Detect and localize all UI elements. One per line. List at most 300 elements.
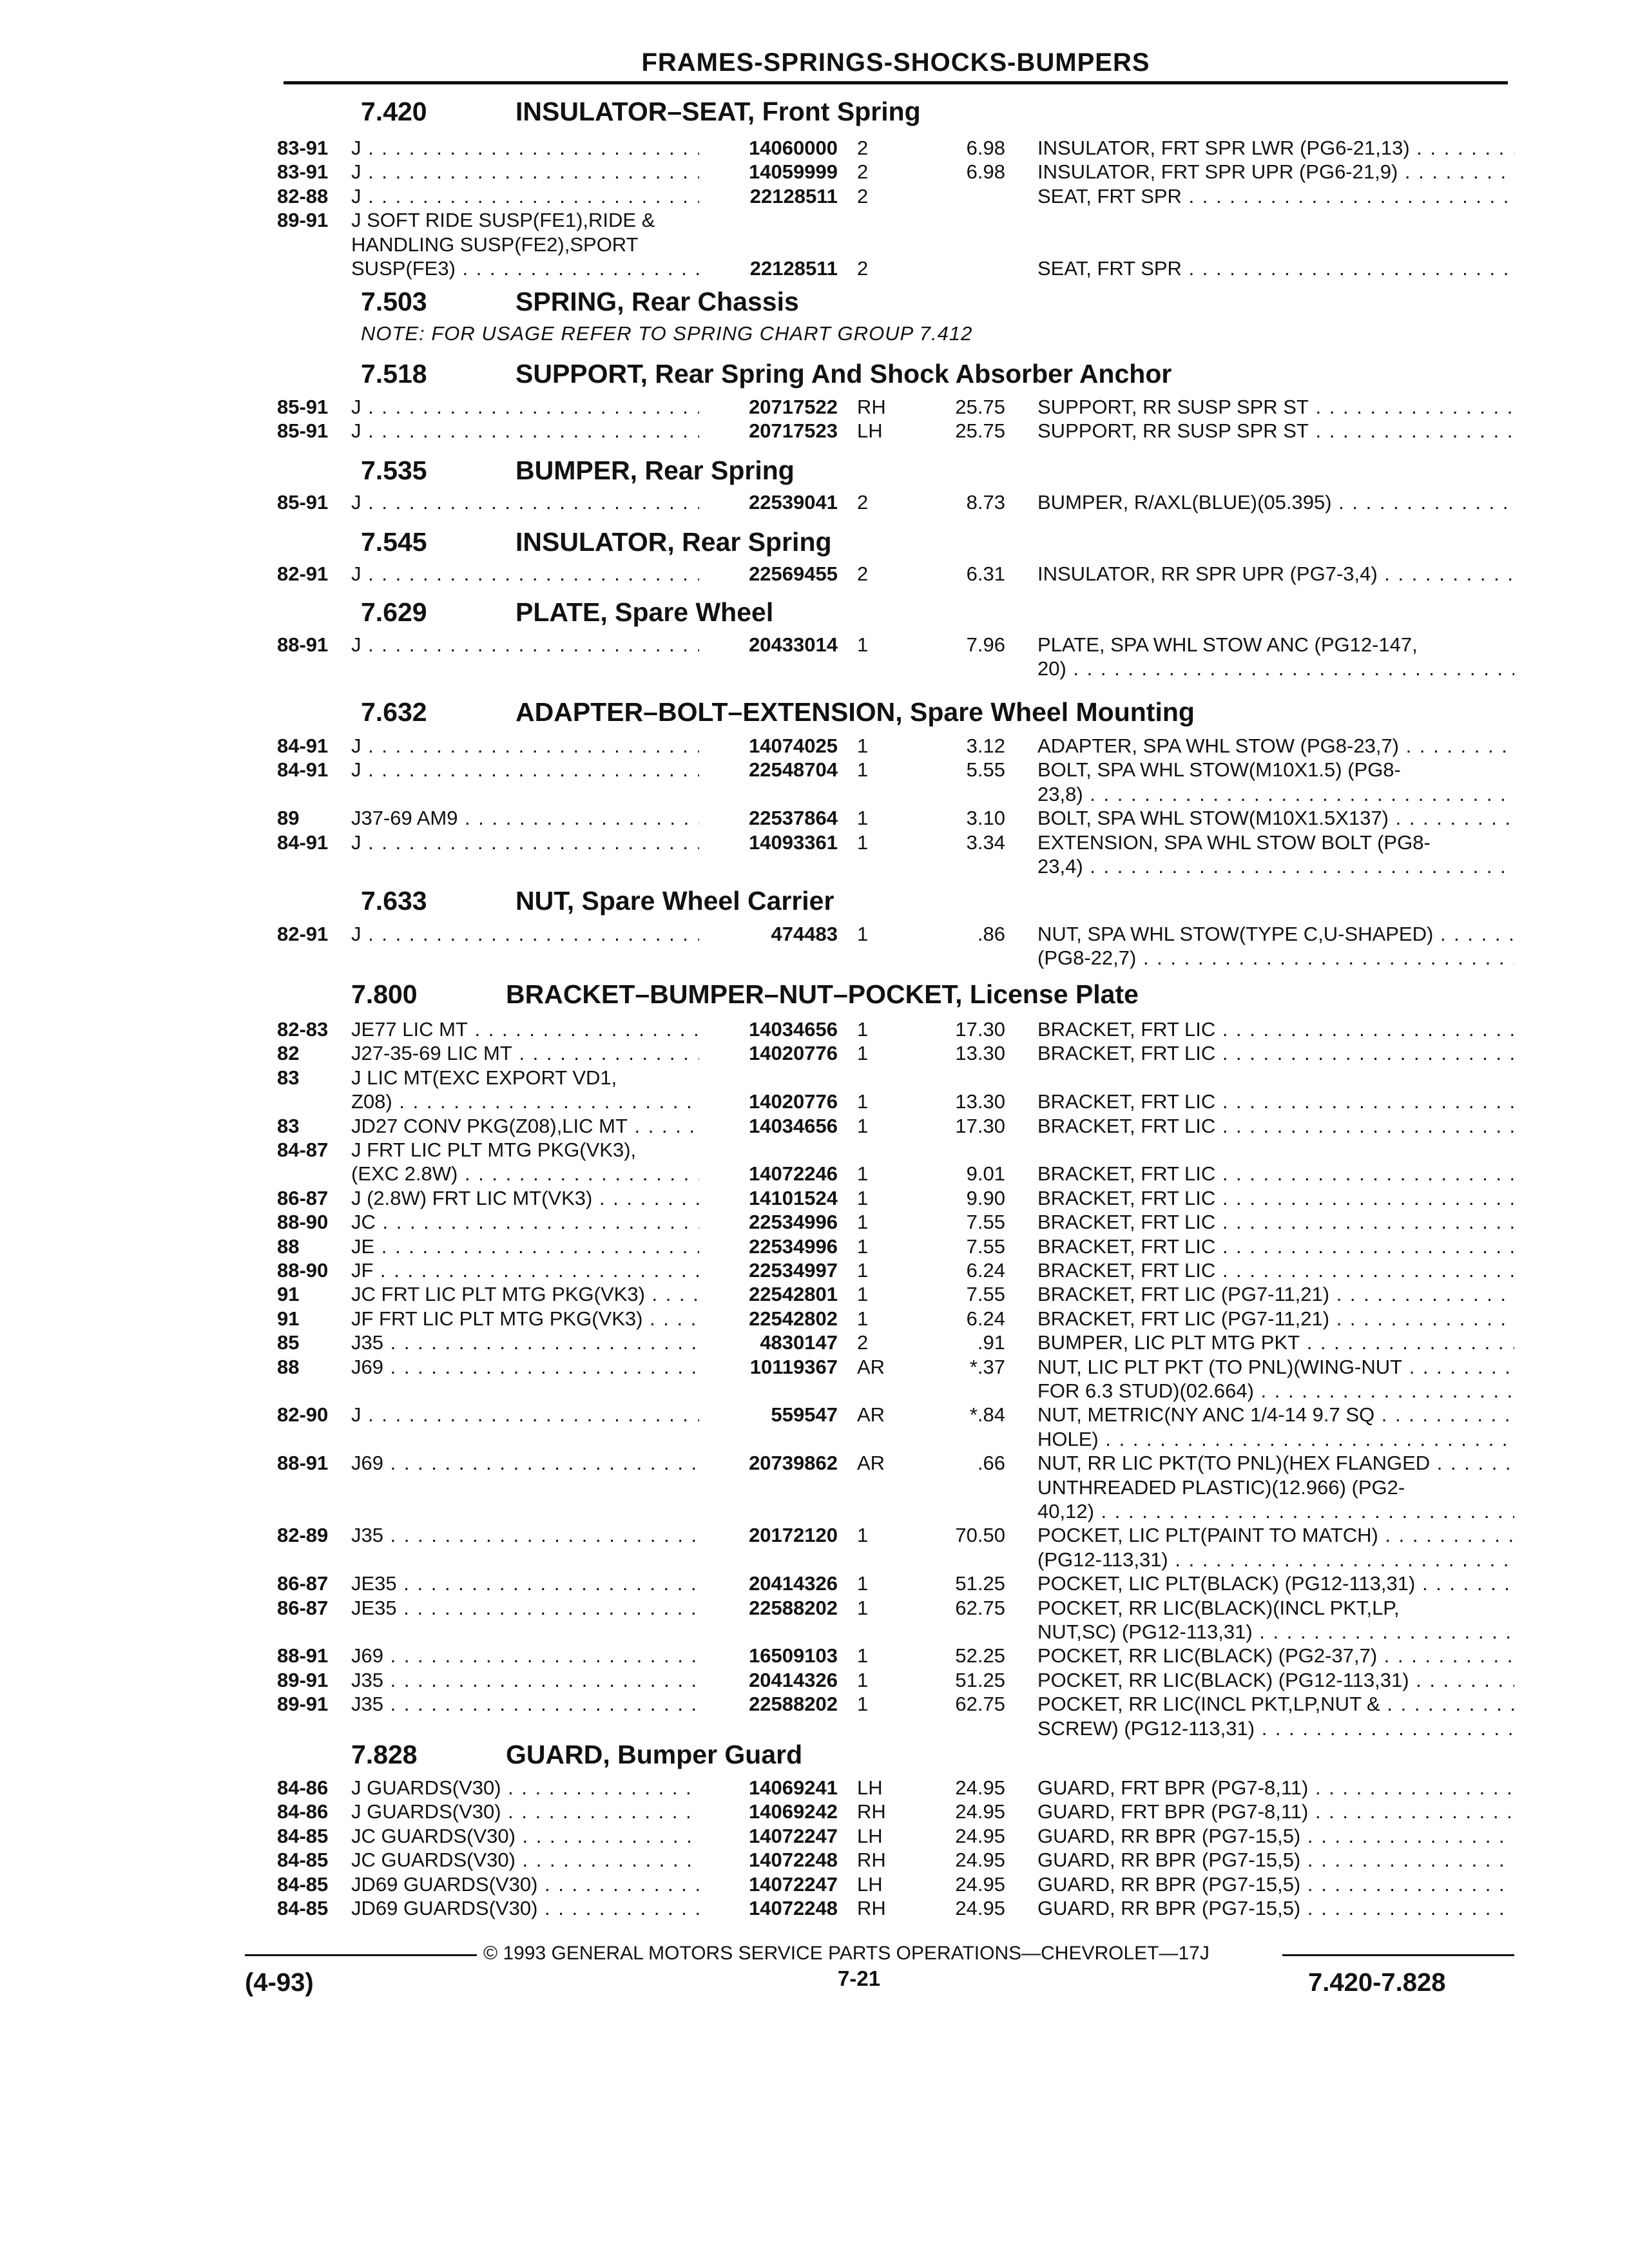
description: SCREW) (PG12-113,31) . . . [1037, 1717, 1514, 1740]
part-number: 10119367 [709, 1356, 838, 1379]
part-number: 22542802 [709, 1307, 838, 1331]
part-number: 22569455 [709, 562, 838, 586]
price: 51.25 [955, 1572, 1005, 1595]
description: ADAPTER, SPA WHL STOW (PG8-23,7) . . . [1037, 735, 1514, 758]
part-row [0, 396, 1629, 420]
price: 7.96 [966, 633, 1005, 656]
part-row [0, 1356, 1629, 1380]
year-range: 83-91 [277, 160, 329, 183]
application: J GUARDS(V30) . . . [351, 1800, 699, 1823]
application: JF FRT LIC PLT MTG PKG(VK3) . . . [351, 1307, 699, 1331]
part-number: 22534996 [709, 1235, 838, 1258]
quantity: 2 [857, 257, 869, 280]
footer-copyright: © 1993 GENERAL MOTORS SERVICE PARTS OPERATIONS—CHEVROLET—17J [483, 1943, 1210, 1964]
part-row [0, 758, 1629, 783]
application: J GUARDS(V30) . . . [351, 1776, 699, 1800]
year-range: 88-91 [277, 1644, 329, 1667]
application: J . . . [351, 758, 699, 782]
part-number: 20414326 [709, 1669, 838, 1692]
part-row [0, 1644, 1629, 1669]
year-range: 84-91 [277, 735, 329, 757]
quantity: RH [857, 1849, 886, 1871]
year-range: 88 [277, 1356, 300, 1378]
application: JD69 GUARDS(V30) . . . [351, 1897, 699, 1920]
quantity: RH [857, 1800, 886, 1823]
application: J37-69 AM9 . . . [351, 807, 699, 830]
description: BRACKET, FRT LIC . . . [1037, 1115, 1514, 1138]
year-range: 85-91 [277, 396, 329, 418]
part-number: 22128511 [709, 185, 838, 208]
price: .86 [977, 923, 1005, 945]
year-range: 84-86 [277, 1800, 329, 1823]
part-number: 14034656 [709, 1115, 838, 1138]
price: 24.95 [955, 1800, 1005, 1823]
quantity: 1 [857, 1090, 869, 1113]
part-row [0, 1693, 1629, 1717]
part-number: 16509103 [709, 1644, 838, 1667]
part-number: 14101524 [709, 1187, 838, 1210]
group-number: 7.545 [361, 527, 427, 557]
application: JC . . . [351, 1211, 699, 1234]
quantity: 1 [857, 1115, 869, 1137]
quantity: AR [857, 1403, 885, 1426]
quantity: LH [857, 1825, 883, 1847]
quantity: 1 [857, 1693, 869, 1715]
group-number: 7.800 [351, 979, 418, 1009]
application: J (2.8W) FRT LIC MT(VK3) . . . [351, 1187, 699, 1210]
part-row [0, 1776, 1629, 1801]
application: JC GUARDS(V30) . . . [351, 1825, 699, 1848]
quantity: 1 [857, 1018, 869, 1041]
description: BRACKET, FRT LIC . . . [1037, 1259, 1514, 1282]
year-range: 82 [277, 1042, 300, 1064]
description: BUMPER, LIC PLT MTG PKT . . . [1037, 1331, 1514, 1354]
description: BRACKET, FRT LIC . . . [1037, 1018, 1514, 1041]
quantity: 1 [857, 1307, 869, 1330]
description: BRACKET, FRT LIC (PG7-11,21) . . . [1037, 1283, 1514, 1306]
part-row [0, 1162, 1629, 1187]
group-title: SPRING, Rear Chassis [516, 287, 799, 316]
part-row [0, 1476, 1629, 1501]
part-row [0, 633, 1629, 658]
part-number: 22537864 [709, 807, 838, 830]
quantity: 1 [857, 1187, 869, 1209]
quantity: 1 [857, 1669, 869, 1691]
year-range: 88-91 [277, 1452, 329, 1474]
footer-page-number: 7-21 [838, 1966, 881, 1990]
part-row [0, 1597, 1629, 1621]
price: 6.24 [966, 1259, 1005, 1282]
quantity: 1 [857, 1644, 869, 1667]
part-row [0, 257, 1629, 282]
part-row [0, 1800, 1629, 1825]
part-number: 20172120 [709, 1524, 838, 1547]
application: J . . . [351, 137, 699, 160]
description: SUPPORT, RR SUSP SPR ST . . . [1037, 396, 1514, 419]
part-number: 559547 [709, 1403, 838, 1427]
price: 8.73 [966, 491, 1005, 514]
price: 24.95 [955, 1825, 1005, 1847]
price: *.37 [969, 1356, 1005, 1378]
price: 13.30 [955, 1090, 1005, 1113]
year-range: 84-91 [277, 758, 329, 781]
quantity: 1 [857, 1259, 869, 1282]
description: GUARD, RR BPR (PG7-15,5) . . . [1037, 1897, 1514, 1920]
application: JE35 . . . [351, 1572, 699, 1595]
footer-rule-right [1282, 1954, 1514, 1956]
group-number: 7.535 [361, 456, 427, 485]
part-number: 14069242 [709, 1800, 838, 1823]
part-row [0, 1235, 1629, 1260]
description: SUPPORT, RR SUSP SPR ST . . . [1037, 419, 1514, 443]
application: JD27 CONV PKG(Z08),LIC MT . . . [351, 1115, 699, 1138]
part-row [0, 1849, 1629, 1873]
year-range: 85-91 [277, 419, 329, 442]
part-row [0, 1428, 1629, 1452]
year-range: 82-89 [277, 1524, 329, 1546]
description: 23,8) . . . [1037, 783, 1514, 806]
description: SEAT, FRT SPR . . . [1037, 185, 1514, 208]
description: NUT, SPA WHL STOW(TYPE C,U-SHAPED) . . . [1037, 923, 1514, 946]
description: 40,12) . . . [1037, 1500, 1514, 1523]
price: *.84 [969, 1403, 1005, 1426]
part-row [0, 831, 1629, 856]
quantity: 2 [857, 1331, 869, 1354]
description: HOLE) . . . [1037, 1428, 1514, 1451]
price: 13.30 [955, 1042, 1005, 1064]
part-row [0, 855, 1629, 879]
description: NUT, METRIC(NY ANC 1/4-14 9.7 SQ . . . [1037, 1403, 1514, 1427]
price: 62.75 [955, 1597, 1005, 1619]
group-number: 7.503 [361, 287, 427, 316]
year-range: 91 [277, 1283, 300, 1305]
description: GUARD, RR BPR (PG7-15,5) . . . [1037, 1849, 1514, 1872]
part-row [0, 419, 1629, 444]
application: J . . . [351, 185, 699, 208]
group-number: 7.828 [351, 1740, 418, 1769]
part-row [0, 807, 1629, 831]
quantity: 1 [857, 1524, 869, 1546]
year-range: 82-88 [277, 185, 329, 207]
description: INSULATOR, RR SPR UPR (PG7-3,4) . . . [1037, 562, 1514, 586]
part-row [0, 1825, 1629, 1849]
application: J27-35-69 LIC MT . . . [351, 1042, 699, 1065]
part-number: 14020776 [709, 1042, 838, 1065]
description: NUT, RR LIC PKT(TO PNL)(HEX FLANGED . . . [1037, 1452, 1514, 1475]
group-title: ADAPTER–BOLT–EXTENSION, Spare Wheel Mounting [516, 697, 1195, 727]
application: (EXC 2.8W) . . . [351, 1162, 699, 1186]
quantity: 1 [857, 1597, 869, 1619]
application: JD69 GUARDS(V30) . . . [351, 1873, 699, 1896]
page-header [284, 39, 1508, 84]
part-row [0, 657, 1629, 682]
year-range: 88-90 [277, 1259, 329, 1282]
quantity: 1 [857, 633, 869, 656]
part-row [0, 1042, 1629, 1066]
price: 70.50 [955, 1524, 1005, 1546]
description: 20) . . . [1037, 657, 1514, 680]
part-number: 22128511 [709, 257, 838, 280]
part-row [0, 160, 1629, 185]
price: 5.55 [966, 758, 1005, 781]
description: POCKET, RR LIC(BLACK) (PG2-37,7) . . . [1037, 1644, 1514, 1667]
year-range: 83-91 [277, 137, 329, 159]
year-range: 89 [277, 807, 300, 829]
year-range: 84-91 [277, 831, 329, 854]
description: (PG12-113,31) . . . [1037, 1548, 1514, 1571]
description: INSULATOR, FRT SPR UPR (PG6-21,9) . . . [1037, 160, 1514, 184]
quantity: RH [857, 1897, 886, 1919]
application: J LIC MT(EXC EXPORT VD1, [351, 1066, 617, 1089]
quantity: LH [857, 1776, 883, 1799]
price: 3.10 [966, 807, 1005, 829]
price: 7.55 [966, 1235, 1005, 1258]
application: J35 . . . [351, 1331, 699, 1354]
part-row [0, 1620, 1629, 1645]
price: 62.75 [955, 1693, 1005, 1715]
part-row [0, 137, 1629, 161]
year-range: 89-91 [277, 1693, 329, 1715]
group-title: BRACKET–BUMPER–NUT–POCKET, License Plate [506, 979, 1139, 1009]
quantity: 1 [857, 923, 869, 945]
part-number: 14072248 [709, 1897, 838, 1920]
year-range: 82-91 [277, 562, 329, 585]
part-number: 14059999 [709, 160, 838, 184]
application: J35 . . . [351, 1524, 699, 1547]
year-range: 85 [277, 1331, 300, 1354]
year-range: 85-91 [277, 491, 329, 514]
price: 17.30 [955, 1115, 1005, 1137]
group-title: GUARD, Bumper Guard [506, 1740, 803, 1769]
description: GUARD, RR BPR (PG7-15,5) . . . [1037, 1825, 1514, 1848]
application: J SOFT RIDE SUSP(FE1),RIDE & [351, 209, 655, 231]
price: 9.90 [966, 1187, 1005, 1209]
quantity: LH [857, 1873, 883, 1896]
application: J . . . [351, 396, 699, 419]
group-number: 7.633 [361, 886, 427, 916]
description: BRACKET, FRT LIC . . . [1037, 1042, 1514, 1065]
quantity: 2 [857, 160, 869, 183]
application: SUSP(FE3) . . . [351, 257, 699, 280]
year-range: 88-90 [277, 1211, 329, 1233]
price: 6.98 [966, 160, 1005, 183]
part-row [0, 185, 1629, 209]
description: SEAT, FRT SPR . . . [1037, 257, 1514, 280]
quantity: 1 [857, 1235, 869, 1258]
part-row [0, 1500, 1629, 1524]
part-row [0, 783, 1629, 807]
price: 7.55 [966, 1211, 1005, 1233]
application: J . . . [351, 160, 699, 184]
part-number: 14093361 [709, 831, 838, 854]
price: 24.95 [955, 1897, 1005, 1919]
description: POCKET, LIC PLT(PAINT TO MATCH) . . . [1037, 1524, 1514, 1547]
description: FOR 6.3 STUD)(02.664) . . . [1037, 1379, 1514, 1403]
part-row [0, 1331, 1629, 1356]
part-row [0, 1259, 1629, 1283]
application: J . . . [351, 1403, 699, 1427]
quantity: 1 [857, 1283, 869, 1305]
application: J . . . [351, 562, 699, 586]
description: UNTHREADED PLASTIC)(12.966) (PG2- [1037, 1476, 1405, 1499]
part-row [0, 1283, 1629, 1307]
description: BUMPER, R/AXL(BLUE)(05.395) . . . [1037, 491, 1514, 514]
price: 52.25 [955, 1644, 1005, 1667]
part-row [0, 1307, 1629, 1332]
year-range: 88-91 [277, 633, 329, 656]
application: J . . . [351, 831, 699, 854]
part-number: 22588202 [709, 1597, 838, 1620]
description: POCKET, RR LIC(BLACK)(INCL PKT,LP, [1037, 1597, 1400, 1619]
price: 24.95 [955, 1873, 1005, 1896]
application: JC GUARDS(V30) . . . [351, 1849, 699, 1872]
quantity: 2 [857, 491, 869, 514]
part-number: 20414326 [709, 1572, 838, 1595]
group-number: 7.518 [361, 359, 427, 389]
quantity: LH [857, 419, 883, 442]
application: JE . . . [351, 1235, 699, 1258]
part-row [0, 923, 1629, 947]
quantity: 2 [857, 137, 869, 159]
part-number: 14072247 [709, 1825, 838, 1848]
part-number: 22548704 [709, 758, 838, 782]
description: GUARD, FRT BPR (PG7-8,11) . . . [1037, 1776, 1514, 1800]
application: JE35 . . . [351, 1597, 699, 1620]
year-range: 84-85 [277, 1825, 329, 1847]
application: J FRT LIC PLT MTG PKG(VK3), [351, 1139, 637, 1161]
price: .91 [977, 1331, 1005, 1354]
quantity: AR [857, 1356, 885, 1378]
application: J35 . . . [351, 1693, 699, 1716]
part-row [0, 1379, 1629, 1404]
year-range: 86-87 [277, 1597, 329, 1619]
part-number: 20433014 [709, 633, 838, 657]
group-title: PLATE, Spare Wheel [516, 597, 774, 627]
group-number: 7.629 [361, 597, 427, 627]
price: 17.30 [955, 1018, 1005, 1041]
part-number: 14074025 [709, 735, 838, 758]
year-range: 83 [277, 1066, 300, 1089]
price: 24.95 [955, 1776, 1005, 1799]
description: (PG8-22,7) . . . [1037, 947, 1514, 970]
description: BRACKET, FRT LIC . . . [1037, 1090, 1514, 1113]
part-row [0, 1717, 1629, 1742]
part-row [0, 1090, 1629, 1115]
part-row [0, 1572, 1629, 1597]
description: NUT,SC) (PG12-113,31) . . . [1037, 1620, 1514, 1644]
year-range: 86-87 [277, 1187, 329, 1209]
application: J . . . [351, 491, 699, 514]
part-row [0, 233, 1629, 258]
application: JC FRT LIC PLT MTG PKG(VK3) . . . [351, 1283, 699, 1306]
year-range: 84-85 [277, 1897, 329, 1919]
description: EXTENSION, SPA WHL STOW BOLT (PG8- [1037, 831, 1431, 854]
application: J . . . [351, 419, 699, 443]
description: GUARD, FRT BPR (PG7-8,11) . . . [1037, 1800, 1514, 1823]
year-range: 82-83 [277, 1018, 329, 1041]
year-range: 84-85 [277, 1849, 329, 1871]
part-number: 14072246 [709, 1162, 838, 1186]
price: 9.01 [966, 1162, 1005, 1185]
description: BRACKET, FRT LIC (PG7-11,21) . . . [1037, 1307, 1514, 1331]
group-title: NUT, Spare Wheel Carrier [516, 886, 834, 916]
part-row [0, 1403, 1629, 1428]
description: BRACKET, FRT LIC . . . [1037, 1162, 1514, 1186]
page-title: FRAMES-SPRINGS-SHOCKS-BUMPERS [641, 48, 1150, 77]
part-number: 20717523 [709, 419, 838, 443]
price: 7.55 [966, 1283, 1005, 1305]
part-row [0, 1452, 1629, 1476]
year-range: 83 [277, 1115, 300, 1137]
price: 25.75 [955, 419, 1005, 442]
price: 3.34 [966, 831, 1005, 854]
description: POCKET, RR LIC(BLACK) (PG12-113,31) . . . [1037, 1669, 1514, 1692]
part-number: 22534996 [709, 1211, 838, 1234]
part-number: 14060000 [709, 137, 838, 160]
year-range: 91 [277, 1307, 300, 1330]
description: BRACKET, FRT LIC . . . [1037, 1235, 1514, 1258]
application: JE77 LIC MT . . . [351, 1018, 699, 1041]
application: J . . . [351, 633, 699, 657]
year-range: 84-87 [277, 1139, 329, 1161]
footer-group-range: 7.420-7.828 [1308, 1968, 1446, 1997]
part-number: 22542801 [709, 1283, 838, 1306]
part-number: 14072248 [709, 1849, 838, 1872]
description: POCKET, LIC PLT(BLACK) (PG12-113,31) . . . [1037, 1572, 1514, 1595]
year-range: 84-86 [277, 1776, 329, 1799]
application: HANDLING SUSP(FE2),SPORT [351, 233, 639, 256]
description: POCKET, RR LIC(INCL PKT,LP,NUT & . . . [1037, 1693, 1514, 1716]
description: BRACKET, FRT LIC . . . [1037, 1187, 1514, 1210]
description: INSULATOR, FRT SPR LWR (PG6-21,13) . . . [1037, 137, 1514, 160]
part-row [0, 1066, 1629, 1091]
part-number: 14072247 [709, 1873, 838, 1896]
quantity: 1 [857, 807, 869, 829]
group-number: 7.632 [361, 697, 427, 727]
description: PLATE, SPA WHL STOW ANC (PG12-147, [1037, 633, 1418, 656]
part-number: 22534997 [709, 1259, 838, 1282]
part-row [0, 1873, 1629, 1898]
part-number: 22539041 [709, 491, 838, 514]
description: GUARD, RR BPR (PG7-15,5) . . . [1037, 1873, 1514, 1896]
group-title: BUMPER, Rear Spring [516, 456, 795, 485]
year-range: 82-91 [277, 923, 329, 945]
quantity: 1 [857, 1572, 869, 1595]
part-row [0, 947, 1629, 971]
price: 24.95 [955, 1849, 1005, 1871]
part-row [0, 491, 1629, 515]
quantity: 1 [857, 1162, 869, 1185]
group-title: INSULATOR–SEAT, Front Spring [516, 97, 921, 126]
year-range: 88 [277, 1235, 300, 1258]
quantity: AR [857, 1452, 885, 1474]
group-title: SUPPORT, Rear Spring And Shock Absorber Anchor [516, 359, 1172, 389]
part-number: 4830147 [709, 1331, 838, 1354]
year-range: 86-87 [277, 1572, 329, 1595]
quantity: 1 [857, 831, 869, 854]
application: J . . . [351, 735, 699, 758]
application: JF . . . [351, 1259, 699, 1282]
description: 23,4) . . . [1037, 855, 1514, 878]
price: 25.75 [955, 396, 1005, 418]
part-number: 22588202 [709, 1693, 838, 1716]
price: 6.98 [966, 137, 1005, 159]
part-number: 474483 [709, 923, 838, 946]
year-range: 84-85 [277, 1873, 329, 1896]
footer-rule-left [245, 1954, 477, 1956]
part-number: 14020776 [709, 1090, 838, 1113]
part-number: 14034656 [709, 1018, 838, 1041]
